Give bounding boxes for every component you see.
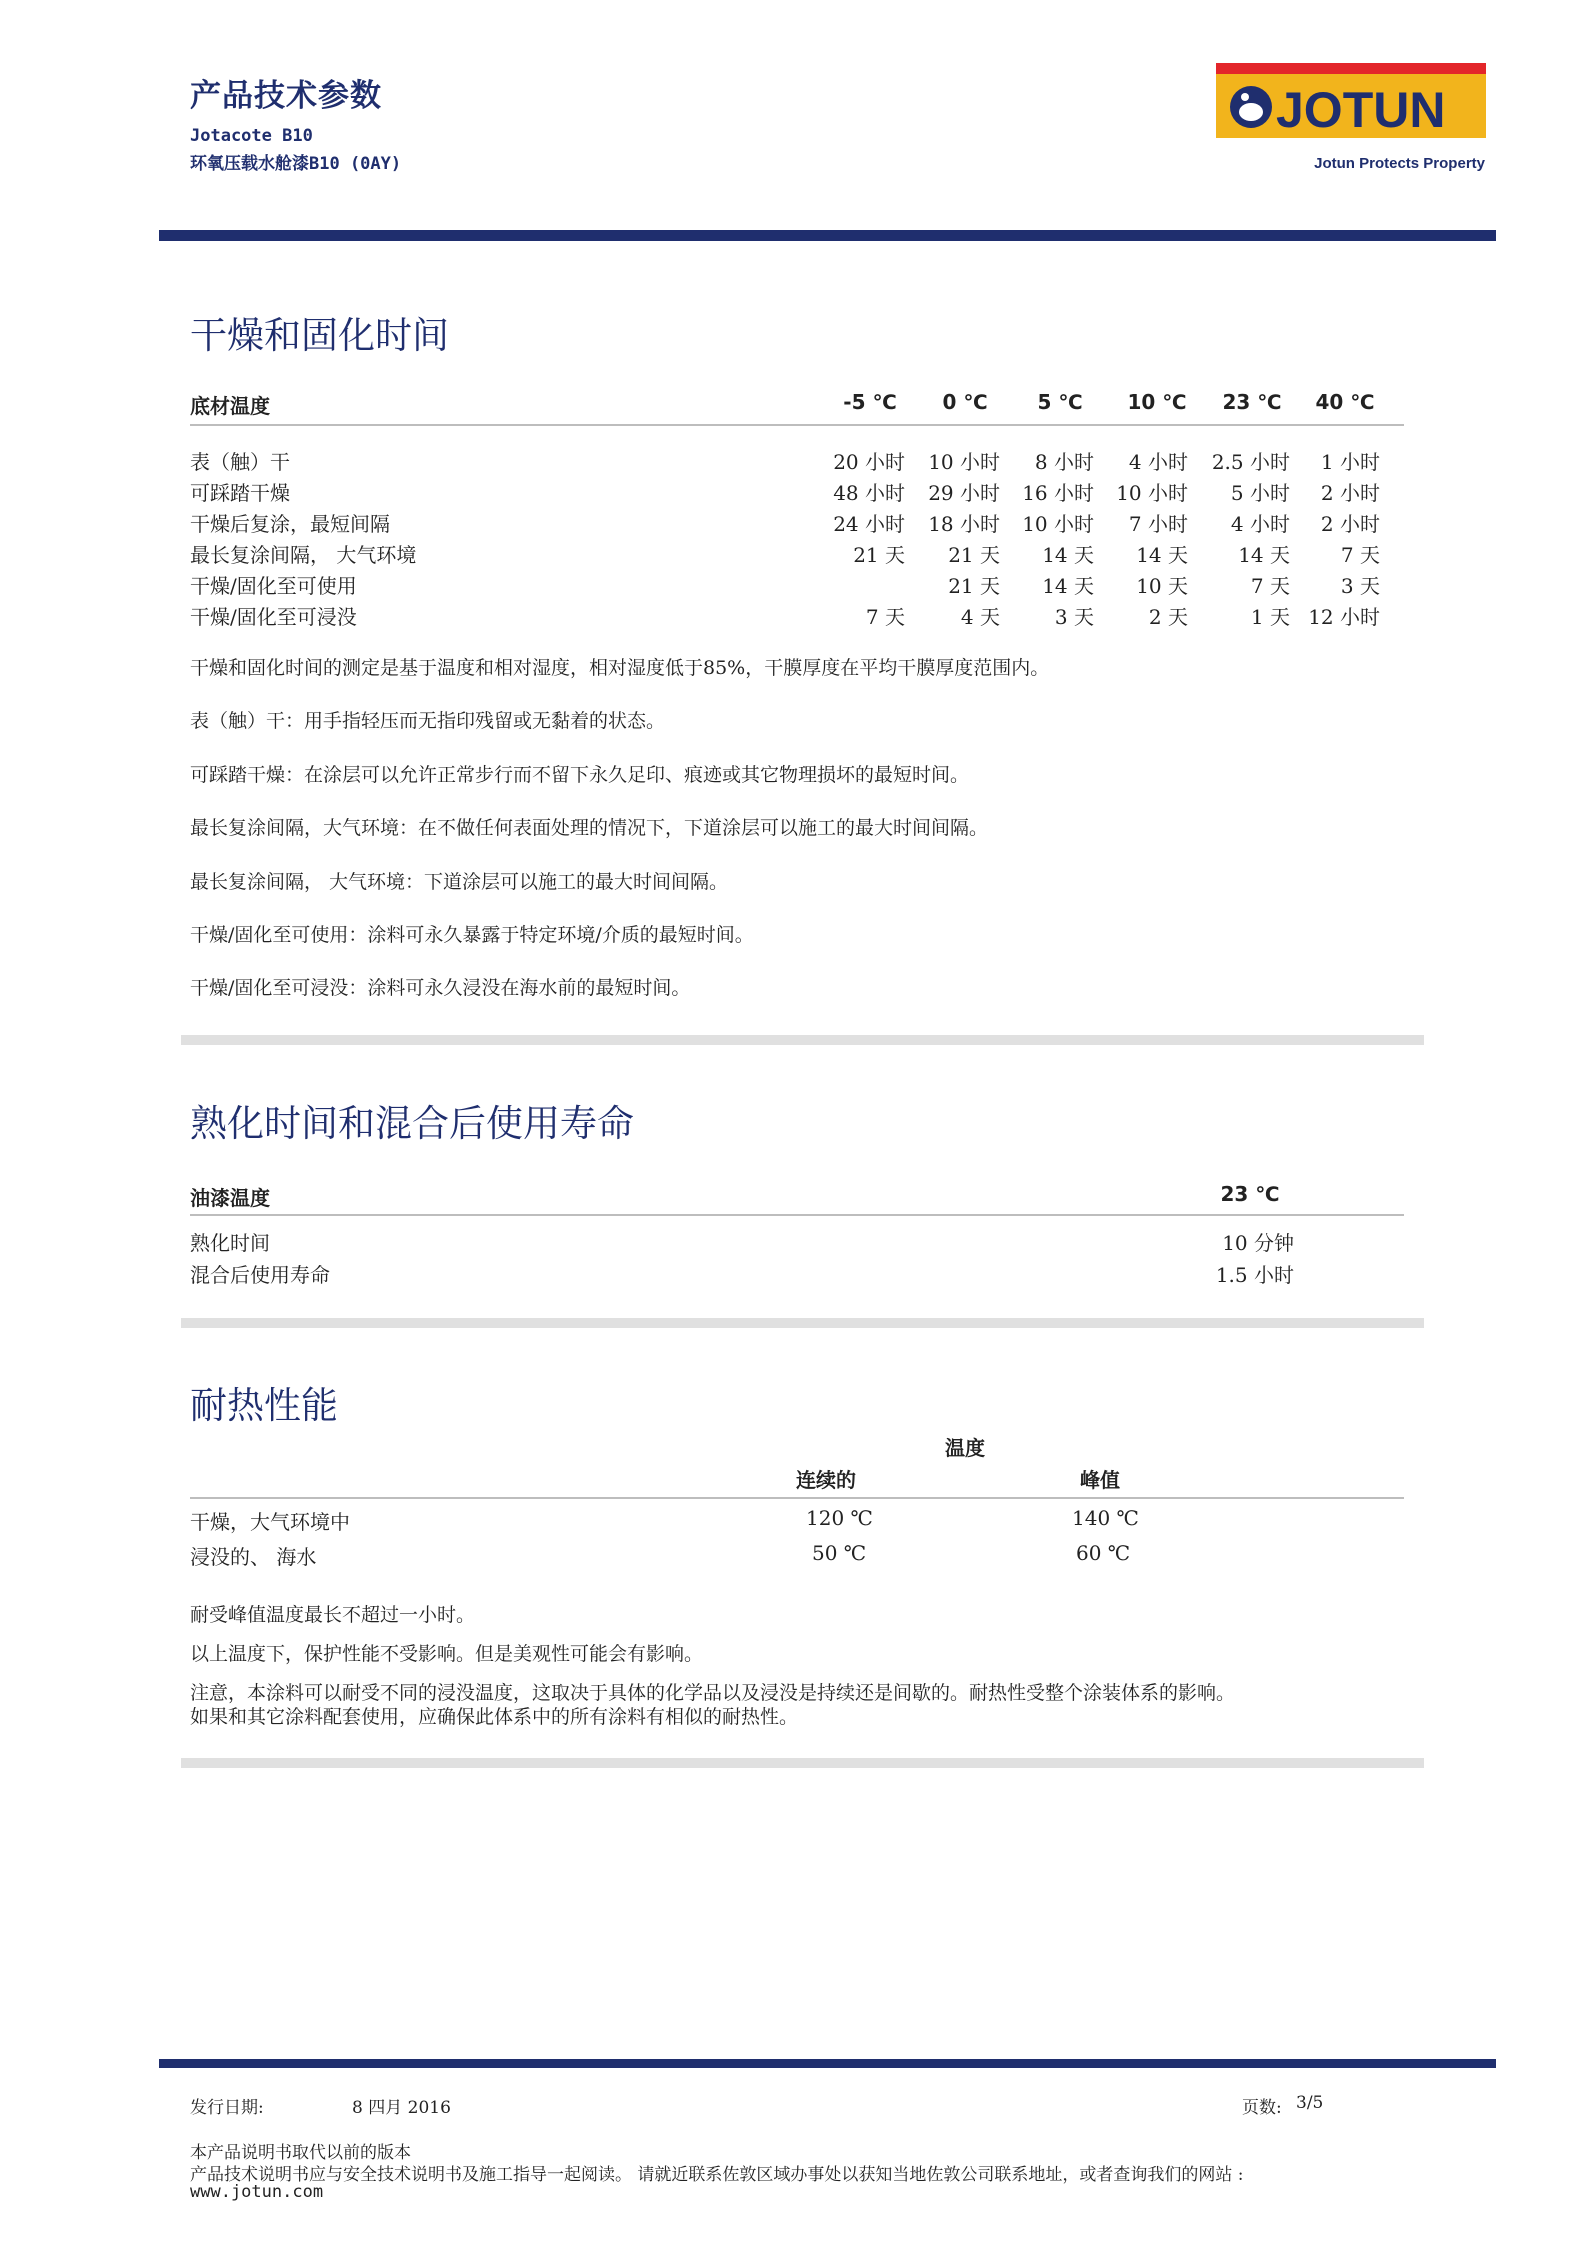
logo-wordmark: JOTUN	[1276, 82, 1446, 138]
drying-cell: 2 小时	[1320, 512, 1380, 536]
page-number-label: 页数:	[1242, 2098, 1282, 2118]
heat-note: 耐受峰值温度最长不超过一小时。	[190, 1604, 476, 1626]
section-title-drying: 干燥和固化时间	[190, 314, 449, 357]
drying-note: 表（触）干：用手指轻压而无指印残留或无黏着的状态。	[190, 710, 666, 732]
temp-header: 0 ℃	[942, 390, 988, 414]
drying-row-label: 最长复涂间隔， 大气环境	[190, 543, 417, 567]
drying-cell: 5 小时	[1230, 481, 1290, 505]
heat-row-label: 干燥，大气环境中	[190, 1510, 350, 1534]
heat-row-continuous: 120 ℃	[806, 1506, 873, 1530]
drying-cell: 7 天	[865, 605, 905, 629]
heat-col-continuous: 连续的	[796, 1468, 856, 1492]
induction-row-value: 10 分钟	[1222, 1231, 1294, 1255]
drying-cell: 2 天	[1148, 605, 1188, 629]
page-number-value: 3/5	[1296, 2093, 1324, 2113]
drying-cell: 18 小时	[928, 512, 1000, 536]
induction-header-temp: 23 ℃	[1220, 1182, 1280, 1206]
drying-cell: 12 小时	[1308, 605, 1380, 629]
drying-header-rule	[190, 424, 1404, 426]
drying-cell: 14 天	[1136, 543, 1188, 567]
drying-cell: 1 天	[1250, 605, 1290, 629]
heat-col-peak: 峰值	[1080, 1468, 1120, 1492]
jotun-logo	[1216, 63, 1486, 175]
induction-header-label: 油漆温度	[190, 1186, 270, 1210]
section-separator	[181, 1758, 1424, 1768]
drying-cell: 21 天	[948, 574, 1000, 598]
induction-row-label: 熟化时间	[190, 1231, 270, 1255]
drying-cell: 29 小时	[928, 481, 1000, 505]
drying-cell: 14 天	[1042, 574, 1094, 598]
temp-header: 23 ℃	[1222, 390, 1282, 414]
drying-cell: 2 小时	[1320, 481, 1380, 505]
drying-cell: 8 小时	[1034, 450, 1094, 474]
issue-date-label: 发行日期:	[190, 2098, 264, 2118]
temp-header: 5 ℃	[1037, 390, 1083, 414]
section-separator	[181, 1035, 1424, 1045]
footer-divider-bar	[159, 2059, 1496, 2068]
drying-note: 可踩踏干燥：在涂层可以允许正常步行而不留下永久足印、痕迹或其它物理损坏的最短时间。	[190, 764, 970, 786]
heat-header-rule	[190, 1497, 1404, 1499]
temp-header: -5 ℃	[843, 390, 897, 414]
drying-cell: 10 小时	[928, 450, 1000, 474]
drying-cell: 2.5 小时	[1211, 450, 1290, 474]
section-title-induction: 熟化时间和混合后使用寿命	[190, 1102, 634, 1145]
drying-cell: 21 天	[853, 543, 905, 567]
temp-header: 10 ℃	[1127, 390, 1187, 414]
section-title-heat: 耐热性能	[190, 1384, 338, 1427]
drying-cell: 3 天	[1054, 605, 1094, 629]
heat-row-continuous: 50 ℃	[812, 1541, 867, 1565]
drying-cell: 7 天	[1250, 574, 1290, 598]
drying-cell: 4 小时	[1128, 450, 1188, 474]
logo-tagline: Jotun Protects Property	[1314, 155, 1485, 172]
drying-note: 干燥和固化时间的测定是基于温度和相对湿度，相对湿度低于85%，干膜厚度在平均干膜厚度范围内。	[190, 657, 1050, 679]
footer-safety-note: 产品技术说明书应与安全技术说明书及施工指导一起阅读。 请就近联系佐敦区域办事处以获知当地佐敦公司联系地址，或者查询我们的网站 :	[190, 2165, 1244, 2185]
header-divider-bar	[159, 230, 1496, 241]
drying-row-label: 干燥后复涂，最短间隔	[190, 512, 390, 536]
heat-row-label: 浸没的、 海水	[190, 1545, 317, 1569]
drying-row-label: 干燥/固化至可浸没	[190, 605, 357, 629]
drying-row-label: 可踩踏干燥	[190, 481, 290, 505]
drying-cell: 20 小时	[833, 450, 905, 474]
temp-header: 40 ℃	[1315, 390, 1375, 414]
drying-cell: 10 天	[1136, 574, 1188, 598]
footer-supersede-note: 本产品说明书取代以前的版本	[190, 2143, 411, 2163]
drying-cell: 7 天	[1340, 543, 1380, 567]
drying-cell: 4 小时	[1230, 512, 1290, 536]
drying-cell: 1 小时	[1320, 450, 1380, 474]
induction-header-rule	[190, 1214, 1404, 1216]
document-type-title: 产品技术参数	[190, 78, 382, 114]
induction-row-label: 混合后使用寿命	[190, 1263, 330, 1287]
heat-row-peak: 140 ℃	[1072, 1506, 1139, 1530]
drying-cell: 24 小时	[833, 512, 905, 536]
drying-note: 干燥/固化至可浸没：涂料可永久浸没在海水前的最短时间。	[190, 977, 691, 999]
drying-note: 最长复涂间隔，大气环境：在不做任何表面处理的情况下，下道涂层可以施工的最大时间间隔。	[190, 817, 989, 839]
whale-emblem-icon	[1230, 86, 1272, 128]
drying-row-label: 表（触）干	[190, 450, 290, 474]
drying-cell: 3 天	[1340, 574, 1380, 598]
drying-cell: 4 天	[960, 605, 1000, 629]
product-name-en: Jotacote B10	[190, 126, 313, 146]
drying-header-label: 底材温度	[190, 394, 270, 418]
heat-note: 以上温度下，保护性能不受影响。但是美观性可能会有影响。	[190, 1643, 704, 1665]
drying-note: 最长复涂间隔， 大气环境：下道涂层可以施工的最大时间间隔。	[190, 871, 729, 893]
drying-cell: 10 小时	[1116, 481, 1188, 505]
drying-cell: 21 天	[948, 543, 1000, 567]
drying-cell: 7 小时	[1128, 512, 1188, 536]
heat-group-label: 温度	[945, 1436, 985, 1460]
drying-cell: 16 小时	[1022, 481, 1094, 505]
section-separator	[181, 1318, 1424, 1328]
drying-cell: 10 小时	[1022, 512, 1094, 536]
issue-date-value: 8 四月 2016	[352, 2098, 451, 2118]
drying-row-label: 干燥/固化至可使用	[190, 574, 357, 598]
drying-cell: 48 小时	[833, 481, 905, 505]
heat-note: 注意，本涂料可以耐受不同的浸没温度，这取决于具体的化学品以及浸没是持续还是间歇的。耐热性受整个涂装体系的影响。	[190, 1682, 1236, 1704]
drying-note: 干燥/固化至可使用：涂料可永久暴露于特定环境/介质的最短时间。	[190, 924, 754, 946]
product-name-cn: 环氧压载水舱漆B10 (0AY)	[190, 154, 402, 174]
drying-cell: 14 天	[1042, 543, 1094, 567]
heat-note: 如果和其它涂料配套使用，应确保此体系中的所有涂料有相似的耐热性。	[190, 1706, 799, 1728]
footer-website-link[interactable]: www.jotun.com	[190, 2182, 324, 2202]
induction-row-value: 1.5 小时	[1215, 1263, 1294, 1287]
drying-cell: 14 天	[1238, 543, 1290, 567]
heat-row-peak: 60 ℃	[1076, 1541, 1131, 1565]
